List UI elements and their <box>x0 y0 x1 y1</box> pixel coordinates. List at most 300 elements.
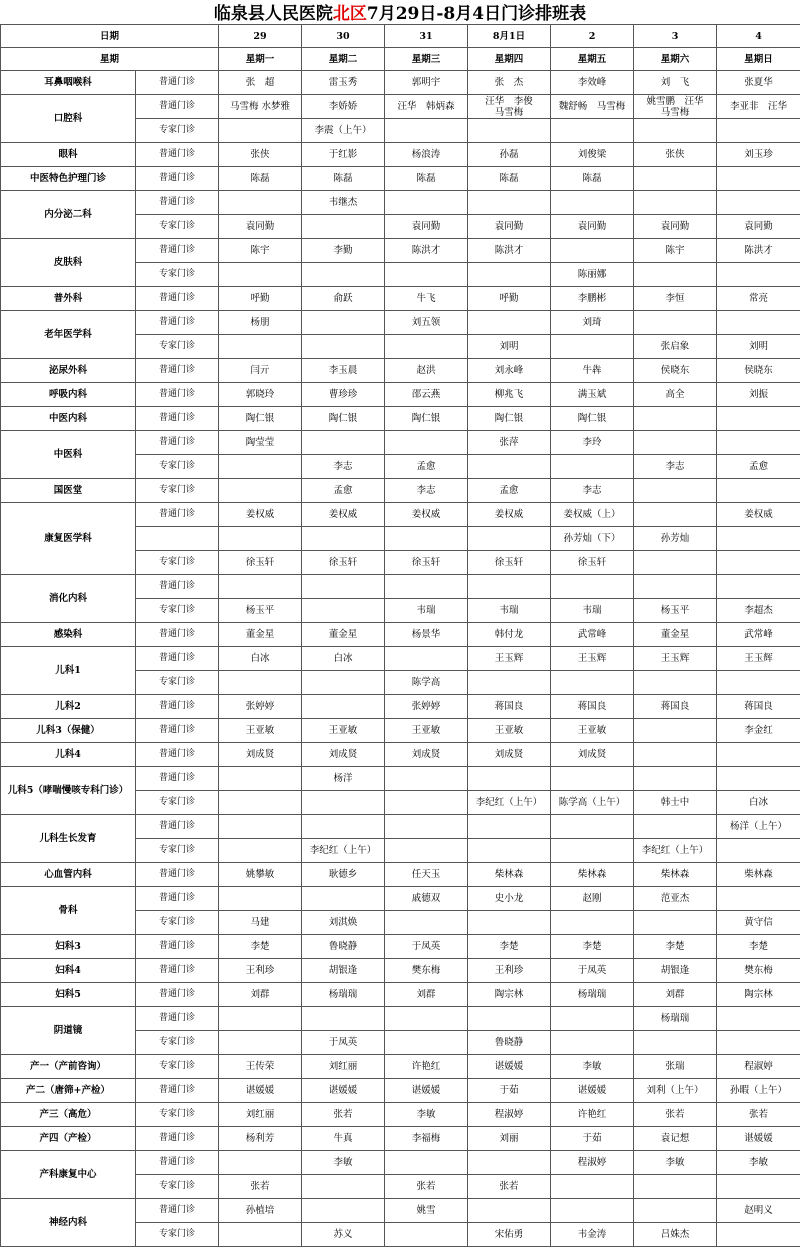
doctor-cell: 牛真 <box>302 1127 385 1151</box>
weekday-cell: 星期五 <box>551 48 634 71</box>
doctor-cell: 张侠 <box>634 143 717 167</box>
doctor-cell: 王玉辉 <box>634 647 717 671</box>
schedule-row <box>1 311 800 335</box>
doctor-cell: 柴林森 <box>717 863 800 887</box>
doctor-cell: 徐玉轩 <box>219 551 302 575</box>
doctor-cell: 杨浪涛 <box>385 143 468 167</box>
doctor-cell <box>551 1175 634 1199</box>
department-name: 老年医学科 <box>1 311 136 359</box>
doctor-cell <box>302 599 385 623</box>
doctor-cell: 高全 <box>634 383 717 407</box>
doctor-cell: 陶宗林 <box>717 983 800 1007</box>
doctor-cell <box>219 839 302 863</box>
clinic-type: 专家门诊 <box>136 1175 219 1199</box>
doctor-cell <box>219 455 302 479</box>
clinic-type: 普通门诊 <box>136 767 219 791</box>
schedule-row <box>1 719 800 743</box>
doctor-cell: 王玉辉 <box>717 647 800 671</box>
doctor-cell: 戚德双 <box>385 887 468 911</box>
department-name: 眼科 <box>1 143 136 167</box>
doctor-cell: 张若 <box>385 1175 468 1199</box>
department-name: 中医特色护理门诊 <box>1 167 136 191</box>
doctor-cell <box>468 671 551 695</box>
doctor-cell <box>551 839 634 863</box>
doctor-cell: 张若 <box>302 1103 385 1127</box>
date-cell: 8月1日 <box>468 25 551 48</box>
doctor-cell: 李志 <box>551 479 634 503</box>
doctor-cell: 陈洪才 <box>717 239 800 263</box>
department-name: 产科康复中心 <box>1 1151 136 1199</box>
doctor-cell <box>551 335 634 359</box>
department-name: 普外科 <box>1 287 136 311</box>
schedule-row <box>1 887 800 911</box>
doctor-cell: 于凤英 <box>385 935 468 959</box>
doctor-cell: 刘群 <box>219 983 302 1007</box>
doctor-cell: 刘成贤 <box>302 743 385 767</box>
weekday-header-row <box>1 48 800 71</box>
doctor-cell: 王亚敏 <box>385 719 468 743</box>
doctor-cell: 徐玉轩 <box>302 551 385 575</box>
doctor-cell <box>468 839 551 863</box>
clinic-type: 专家门诊 <box>136 263 219 287</box>
clinic-type: 普通门诊 <box>136 575 219 599</box>
doctor-cell: 马建 <box>219 911 302 935</box>
department-name: 儿科3（保健） <box>1 719 136 743</box>
schedule-body <box>1 25 800 1247</box>
clinic-type: 普通门诊 <box>136 959 219 983</box>
doctor-cell: 鲁晓静 <box>302 935 385 959</box>
doctor-cell: 姚攀敏 <box>219 863 302 887</box>
doctor-cell <box>302 1199 385 1223</box>
department-name: 康复医学科 <box>1 503 136 575</box>
doctor-cell <box>302 1175 385 1199</box>
weekday-cell: 星期一 <box>219 48 302 71</box>
doctor-cell: 杨瑞瑞 <box>551 983 634 1007</box>
doctor-cell <box>219 527 302 551</box>
department-name: 产三（高危） <box>1 1103 136 1127</box>
department-name: 妇科3 <box>1 935 136 959</box>
doctor-cell <box>634 167 717 191</box>
doctor-cell: 赵明义 <box>717 1199 800 1223</box>
clinic-type: 普通门诊 <box>136 863 219 887</box>
doctor-cell <box>717 119 800 143</box>
doctor-cell <box>219 1031 302 1055</box>
doctor-cell: 韦金涛 <box>551 1223 634 1247</box>
doctor-cell: 刘振 <box>717 383 800 407</box>
schedule-row <box>1 95 800 119</box>
doctor-cell: 张瑞 <box>634 1055 717 1079</box>
doctor-cell: 樊东梅 <box>717 959 800 983</box>
clinic-type: 普通门诊 <box>136 95 219 119</box>
doctor-cell: 李玉晨 <box>302 359 385 383</box>
doctor-cell: 于红影 <box>302 143 385 167</box>
doctor-cell <box>219 887 302 911</box>
doctor-cell <box>634 503 717 527</box>
doctor-cell: 李楚 <box>717 935 800 959</box>
department-name: 中医内科 <box>1 407 136 431</box>
title-suffix: 7月29日-8月4日门诊排班表 <box>367 4 586 24</box>
clinic-type: 普通门诊 <box>136 71 219 95</box>
doctor-cell: 孙磊 <box>468 143 551 167</box>
doctor-cell: 孟愈 <box>385 455 468 479</box>
doctor-cell: 蒋国良 <box>551 695 634 719</box>
department-name: 妇科5 <box>1 983 136 1007</box>
doctor-cell <box>302 671 385 695</box>
clinic-type: 专家门诊 <box>136 215 219 239</box>
doctor-cell <box>551 191 634 215</box>
doctor-cell <box>468 1199 551 1223</box>
doctor-cell <box>302 695 385 719</box>
doctor-cell: 李恒 <box>634 287 717 311</box>
doctor-cell: 袁同勤 <box>717 215 800 239</box>
doctor-cell <box>717 527 800 551</box>
clinic-type: 普通门诊 <box>136 287 219 311</box>
doctor-cell: 樊东梅 <box>385 959 468 983</box>
doctor-cell: 孙暇（上午） <box>717 1079 800 1103</box>
doctor-cell <box>468 767 551 791</box>
doctor-cell: 杨朋 <box>219 311 302 335</box>
doctor-cell: 陈磊 <box>551 167 634 191</box>
doctor-cell: 白冰 <box>219 647 302 671</box>
doctor-cell: 王亚敏 <box>468 719 551 743</box>
department-name: 产一（产前咨询） <box>1 1055 136 1079</box>
doctor-cell: 李勤 <box>302 239 385 263</box>
title-prefix: 临泉县人民医院 <box>214 4 333 24</box>
doctor-cell <box>468 191 551 215</box>
doctor-cell <box>385 1031 468 1055</box>
doctor-cell: 陈磊 <box>219 167 302 191</box>
department-name: 泌尿外科 <box>1 359 136 383</box>
doctor-cell: 袁同勤 <box>551 215 634 239</box>
doctor-cell: 谌媛媛 <box>219 1079 302 1103</box>
clinic-type: 普通门诊 <box>136 1127 219 1151</box>
doctor-cell: 孟愈 <box>717 455 800 479</box>
doctor-cell <box>468 455 551 479</box>
date-cell: 2 <box>551 25 634 48</box>
schedule-row <box>1 1127 800 1151</box>
doctor-cell: 王传荣 <box>219 1055 302 1079</box>
clinic-type: 专家门诊 <box>136 455 219 479</box>
department-name: 神经内科 <box>1 1199 136 1247</box>
doctor-cell <box>302 215 385 239</box>
doctor-cell: 汪华 韩炳森 <box>385 95 468 119</box>
doctor-cell <box>551 1007 634 1031</box>
doctor-cell: 袁同勤 <box>634 215 717 239</box>
doctor-cell: 陈宇 <box>634 239 717 263</box>
doctor-cell: 陶仁银 <box>219 407 302 431</box>
doctor-cell <box>717 263 800 287</box>
doctor-cell <box>634 191 717 215</box>
doctor-cell <box>634 479 717 503</box>
date-header-row <box>1 25 800 48</box>
doctor-cell: 韩士中 <box>634 791 717 815</box>
doctor-cell: 韦瑞 <box>385 599 468 623</box>
clinic-type: 普通门诊 <box>136 431 219 455</box>
doctor-cell <box>634 1175 717 1199</box>
doctor-cell: 张萍 <box>468 431 551 455</box>
doctor-cell: 刘成贤 <box>219 743 302 767</box>
doctor-cell <box>634 575 717 599</box>
doctor-cell: 杨景华 <box>385 623 468 647</box>
date-cell: 3 <box>634 25 717 48</box>
doctor-cell <box>385 647 468 671</box>
doctor-cell: 李纪红（上午） <box>634 839 717 863</box>
date-cell: 29 <box>219 25 302 48</box>
doctor-cell <box>551 767 634 791</box>
doctor-cell <box>634 815 717 839</box>
doctor-cell: 黄守信 <box>717 911 800 935</box>
department-name: 感染科 <box>1 623 136 647</box>
doctor-cell: 李金红 <box>717 719 800 743</box>
clinic-type: 普通门诊 <box>136 1079 219 1103</box>
doctor-cell <box>468 1151 551 1175</box>
doctor-cell: 谌媛媛 <box>385 1079 468 1103</box>
doctor-cell <box>385 1151 468 1175</box>
doctor-cell: 李玲 <box>551 431 634 455</box>
clinic-type: 普通门诊 <box>136 719 219 743</box>
doctor-cell <box>219 335 302 359</box>
clinic-type: 普通门诊 <box>136 743 219 767</box>
doctor-cell <box>717 743 800 767</box>
doctor-cell: 袁记想 <box>634 1127 717 1151</box>
schedule-row <box>1 935 800 959</box>
doctor-cell: 陈学高（上午） <box>551 791 634 815</box>
doctor-cell: 李震（上午） <box>302 119 385 143</box>
doctor-cell: 杨洋（上午） <box>717 815 800 839</box>
doctor-cell: 刘红丽 <box>219 1103 302 1127</box>
doctor-cell: 刘俊梁 <box>551 143 634 167</box>
doctor-cell: 刘成贤 <box>551 743 634 767</box>
clinic-type: 普通门诊 <box>136 383 219 407</box>
doctor-cell: 董金星 <box>302 623 385 647</box>
schedule-row <box>1 815 800 839</box>
department-name: 中医科 <box>1 431 136 479</box>
doctor-cell: 于茹 <box>551 1127 634 1151</box>
doctor-cell: 陶宗林 <box>468 983 551 1007</box>
doctor-cell: 白冰 <box>717 791 800 815</box>
schedule-row <box>1 71 800 95</box>
doctor-cell: 孙芳灿（下） <box>551 527 634 551</box>
doctor-cell <box>717 767 800 791</box>
doctor-cell: 刘五领 <box>385 311 468 335</box>
clinic-type: 专家门诊 <box>136 119 219 143</box>
clinic-type: 专家门诊 <box>136 1031 219 1055</box>
doctor-cell: 张婷婷 <box>385 695 468 719</box>
doctor-cell <box>634 1199 717 1223</box>
doctor-cell <box>717 575 800 599</box>
doctor-cell: 刘丽 <box>468 1127 551 1151</box>
doctor-cell: 李敏 <box>717 1151 800 1175</box>
doctor-cell: 胡银逢 <box>634 959 717 983</box>
doctor-cell: 孙芳灿 <box>634 527 717 551</box>
schedule-row <box>1 239 800 263</box>
doctor-cell <box>468 119 551 143</box>
clinic-type: 普通门诊 <box>136 167 219 191</box>
doctor-cell: 白冰 <box>302 647 385 671</box>
doctor-cell: 陈丽娜 <box>551 263 634 287</box>
doctor-cell: 柴林森 <box>468 863 551 887</box>
department-name: 耳鼻咽喉科 <box>1 71 136 95</box>
doctor-cell: 姜权威 <box>302 503 385 527</box>
doctor-cell <box>302 335 385 359</box>
doctor-cell: 徐玉轩 <box>551 551 634 575</box>
doctor-cell <box>302 887 385 911</box>
doctor-cell: 张夏华 <box>717 71 800 95</box>
doctor-cell: 刘明 <box>717 335 800 359</box>
doctor-cell <box>634 119 717 143</box>
doctor-cell: 王利珍 <box>219 959 302 983</box>
department-name: 心血管内科 <box>1 863 136 887</box>
doctor-cell: 李超杰 <box>717 599 800 623</box>
clinic-type <box>136 527 219 551</box>
clinic-type: 普通门诊 <box>136 887 219 911</box>
doctor-cell: 陈学高 <box>385 671 468 695</box>
doctor-cell <box>717 479 800 503</box>
schedule-row <box>1 647 800 671</box>
schedule-row <box>1 191 800 215</box>
doctor-cell: 耿德乡 <box>302 863 385 887</box>
doctor-cell: 杨玉平 <box>219 599 302 623</box>
clinic-type: 普通门诊 <box>136 695 219 719</box>
doctor-cell: 李敏 <box>302 1151 385 1175</box>
doctor-cell <box>717 191 800 215</box>
doctor-cell <box>385 527 468 551</box>
doctor-cell: 汪华 李俊 马雪梅 <box>468 95 551 119</box>
doctor-cell <box>468 263 551 287</box>
doctor-cell: 马雪梅 水梦雅 <box>219 95 302 119</box>
doctor-cell <box>634 407 717 431</box>
doctor-cell: 韩付龙 <box>468 623 551 647</box>
schedule-row <box>1 503 800 527</box>
schedule-row <box>1 431 800 455</box>
doctor-cell: 陈宇 <box>219 239 302 263</box>
doctor-cell: 刘明 <box>468 335 551 359</box>
schedule-row <box>1 143 800 167</box>
department-name: 产二（唐筛+产检） <box>1 1079 136 1103</box>
department-name: 呼吸内科 <box>1 383 136 407</box>
doctor-cell: 李鹏彬 <box>551 287 634 311</box>
schedule-row <box>1 1103 800 1127</box>
clinic-type: 普通门诊 <box>136 623 219 647</box>
schedule-row <box>1 1199 800 1223</box>
weekday-cell: 星期六 <box>634 48 717 71</box>
date-cell: 31 <box>385 25 468 48</box>
doctor-cell: 胡银逢 <box>302 959 385 983</box>
schedule-row <box>1 695 800 719</box>
doctor-cell: 谌媛媛 <box>302 1079 385 1103</box>
doctor-cell: 王亚敏 <box>219 719 302 743</box>
weekday-cell: 星期日 <box>717 48 800 71</box>
doctor-cell: 刘玉珍 <box>717 143 800 167</box>
clinic-type: 普通门诊 <box>136 815 219 839</box>
doctor-cell <box>468 527 551 551</box>
doctor-cell <box>717 407 800 431</box>
doctor-cell <box>385 815 468 839</box>
doctor-cell <box>468 575 551 599</box>
doctor-cell: 刘群 <box>634 983 717 1007</box>
doctor-cell <box>634 551 717 575</box>
doctor-cell: 张启象 <box>634 335 717 359</box>
doctor-cell <box>219 791 302 815</box>
schedule-row <box>1 623 800 647</box>
date-cell: 4 <box>717 25 800 48</box>
doctor-cell: 李敏 <box>634 1151 717 1175</box>
schedule-row <box>1 167 800 191</box>
doctor-cell <box>219 1151 302 1175</box>
doctor-cell: 李楚 <box>551 935 634 959</box>
clinic-type: 专家门诊 <box>136 335 219 359</box>
doctor-cell: 董金星 <box>219 623 302 647</box>
doctor-cell: 李福梅 <box>385 1127 468 1151</box>
schedule-row <box>1 767 800 791</box>
department-name: 国医堂 <box>1 479 136 503</box>
doctor-cell: 蒋国良 <box>634 695 717 719</box>
doctor-cell: 杨瑞瑞 <box>634 1007 717 1031</box>
doctor-cell: 程淑婷 <box>717 1055 800 1079</box>
doctor-cell <box>385 791 468 815</box>
doctor-cell: 徐玉轩 <box>468 551 551 575</box>
doctor-cell <box>634 911 717 935</box>
doctor-cell: 柴林森 <box>551 863 634 887</box>
doctor-cell: 陈洪才 <box>385 239 468 263</box>
doctor-cell: 陶仁银 <box>551 407 634 431</box>
clinic-type: 专家门诊 <box>136 671 219 695</box>
doctor-cell: 许艳红 <box>385 1055 468 1079</box>
schedule-row <box>1 479 800 503</box>
doctor-cell: 李亚非 汪华 <box>717 95 800 119</box>
doctor-cell <box>302 815 385 839</box>
doctor-cell: 姜权威 <box>468 503 551 527</box>
clinic-type: 普通门诊 <box>136 407 219 431</box>
doctor-cell: 李纪红（上午） <box>302 839 385 863</box>
doctor-cell <box>634 767 717 791</box>
doctor-cell: 常亮 <box>717 287 800 311</box>
doctor-cell: 侯晓东 <box>634 359 717 383</box>
schedule-row <box>1 383 800 407</box>
doctor-cell: 武常峰 <box>717 623 800 647</box>
doctor-cell <box>717 887 800 911</box>
doctor-cell: 张 超 <box>219 71 302 95</box>
doctor-cell: 吕姝杰 <box>634 1223 717 1247</box>
clinic-type: 普通门诊 <box>136 239 219 263</box>
doctor-cell: 李楚 <box>468 935 551 959</box>
doctor-cell: 许艳红 <box>551 1103 634 1127</box>
clinic-type: 专家门诊 <box>136 599 219 623</box>
doctor-cell <box>551 1031 634 1055</box>
schedule-row <box>1 1055 800 1079</box>
doctor-cell: 侯晓东 <box>717 359 800 383</box>
doctor-cell <box>385 119 468 143</box>
department-name: 消化内科 <box>1 575 136 623</box>
doctor-cell: 刘利（上午） <box>634 1079 717 1103</box>
clinic-type: 普通门诊 <box>136 359 219 383</box>
doctor-cell <box>302 527 385 551</box>
doctor-cell: 杨瑞瑞 <box>302 983 385 1007</box>
doctor-cell: 刘琦 <box>551 311 634 335</box>
department-name: 儿科1 <box>1 647 136 695</box>
department-name: 儿科4 <box>1 743 136 767</box>
doctor-cell: 李敏 <box>551 1055 634 1079</box>
doctor-cell <box>385 911 468 935</box>
schedule-row <box>1 575 800 599</box>
doctor-cell <box>717 671 800 695</box>
weekday-cell: 星期三 <box>385 48 468 71</box>
doctor-cell: 姜权威 <box>219 503 302 527</box>
doctor-cell: 李楚 <box>219 935 302 959</box>
doctor-cell <box>717 551 800 575</box>
doctor-cell: 王玉辉 <box>468 647 551 671</box>
doctor-cell: 韦继杰 <box>302 191 385 215</box>
